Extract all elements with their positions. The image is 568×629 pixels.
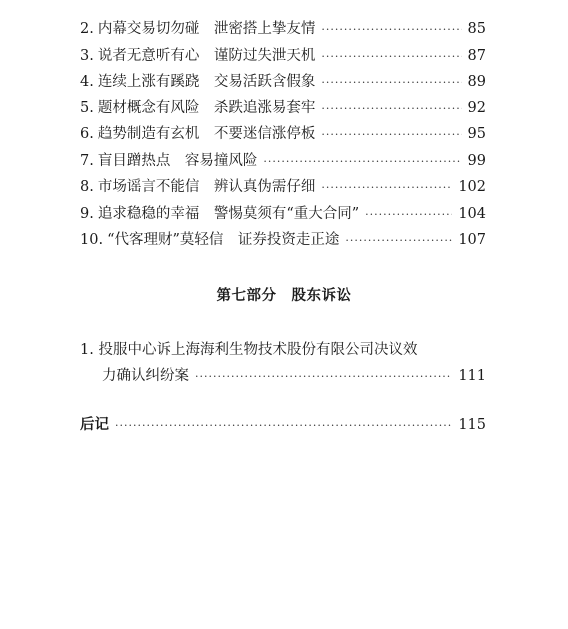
entry-number: 8. xyxy=(80,179,94,195)
toc-entry xyxy=(80,177,486,198)
entry-title: 说者无意听有心 谨防过失泄天机 xyxy=(97,48,316,64)
dot-leader xyxy=(321,178,452,198)
entry-title-continued: 力确认纠纷案 xyxy=(102,368,189,384)
toc-entry xyxy=(80,151,486,172)
toc-entry xyxy=(80,230,486,251)
dot-leader xyxy=(115,416,452,436)
entry-page: 115 xyxy=(458,417,486,433)
dot-leader xyxy=(321,47,461,67)
entry-page: 107 xyxy=(458,232,486,248)
dot-leader xyxy=(321,99,461,119)
entry-page: 85 xyxy=(467,21,486,37)
entry-number: 3. xyxy=(80,48,94,64)
dot-leader xyxy=(321,73,461,93)
entry-title: 追求稳稳的幸福 警惕莫须有“重大合同” xyxy=(97,206,360,222)
dot-leader xyxy=(321,20,461,40)
entry-page: 89 xyxy=(467,74,486,90)
toc-entry-multiline xyxy=(80,337,486,390)
entry-title: “代客理财”莫轻信 证券投资走正途 xyxy=(107,232,340,248)
dot-leader xyxy=(345,231,452,251)
entry-number: 1. xyxy=(80,342,94,358)
dot-leader xyxy=(321,125,461,145)
entry-title: 内幕交易切勿碰 泄密搭上挚友情 xyxy=(97,21,316,37)
dot-leader xyxy=(195,364,452,390)
entry-page: 95 xyxy=(467,126,486,142)
entry-page: 104 xyxy=(458,206,486,222)
toc-entry xyxy=(80,98,486,119)
entry-page: 87 xyxy=(467,48,486,64)
entry-number: 2. xyxy=(80,21,94,37)
section-heading: 第七部分 股东诉讼 xyxy=(216,288,352,304)
dot-leader xyxy=(263,152,461,172)
entry-number: 4. xyxy=(80,74,94,90)
entry-page: 99 xyxy=(467,153,486,169)
toc-entry xyxy=(80,124,486,145)
entry-number: 10. xyxy=(80,232,104,248)
entry-number: 7. xyxy=(80,153,94,169)
entry-page: 92 xyxy=(467,100,486,116)
toc-entry xyxy=(80,72,486,93)
entry-title: 连续上涨有蹊跷 交易活跃含假象 xyxy=(97,74,316,90)
toc-entry xyxy=(80,204,486,225)
entry-title: 市场谣言不能信 辨认真伪需仔细 xyxy=(97,179,316,195)
toc-entry xyxy=(80,46,486,67)
entry-number: 5. xyxy=(80,100,94,116)
entry-title-line-1 xyxy=(80,337,486,363)
toc-afterword xyxy=(80,415,486,436)
entry-page: 102 xyxy=(458,179,486,195)
entry-title-line-2 xyxy=(80,363,486,390)
dot-leader xyxy=(365,205,452,225)
afterword-title: 后记 xyxy=(80,417,109,433)
entry-number: 6. xyxy=(80,126,94,142)
entry-title: 投服中心诉上海海利生物技术股份有限公司决议效 xyxy=(98,342,418,358)
entry-title: 趋势制造有玄机 不要迷信涨停板 xyxy=(97,126,316,142)
entry-title: 盲目蹭热点 容易撞风险 xyxy=(97,153,258,169)
entry-title: 题材概念有风险 杀跌追涨易套牢 xyxy=(97,100,316,116)
entry-number: 9. xyxy=(80,206,94,222)
entry-page: 111 xyxy=(458,368,486,384)
toc-entry xyxy=(80,19,486,40)
